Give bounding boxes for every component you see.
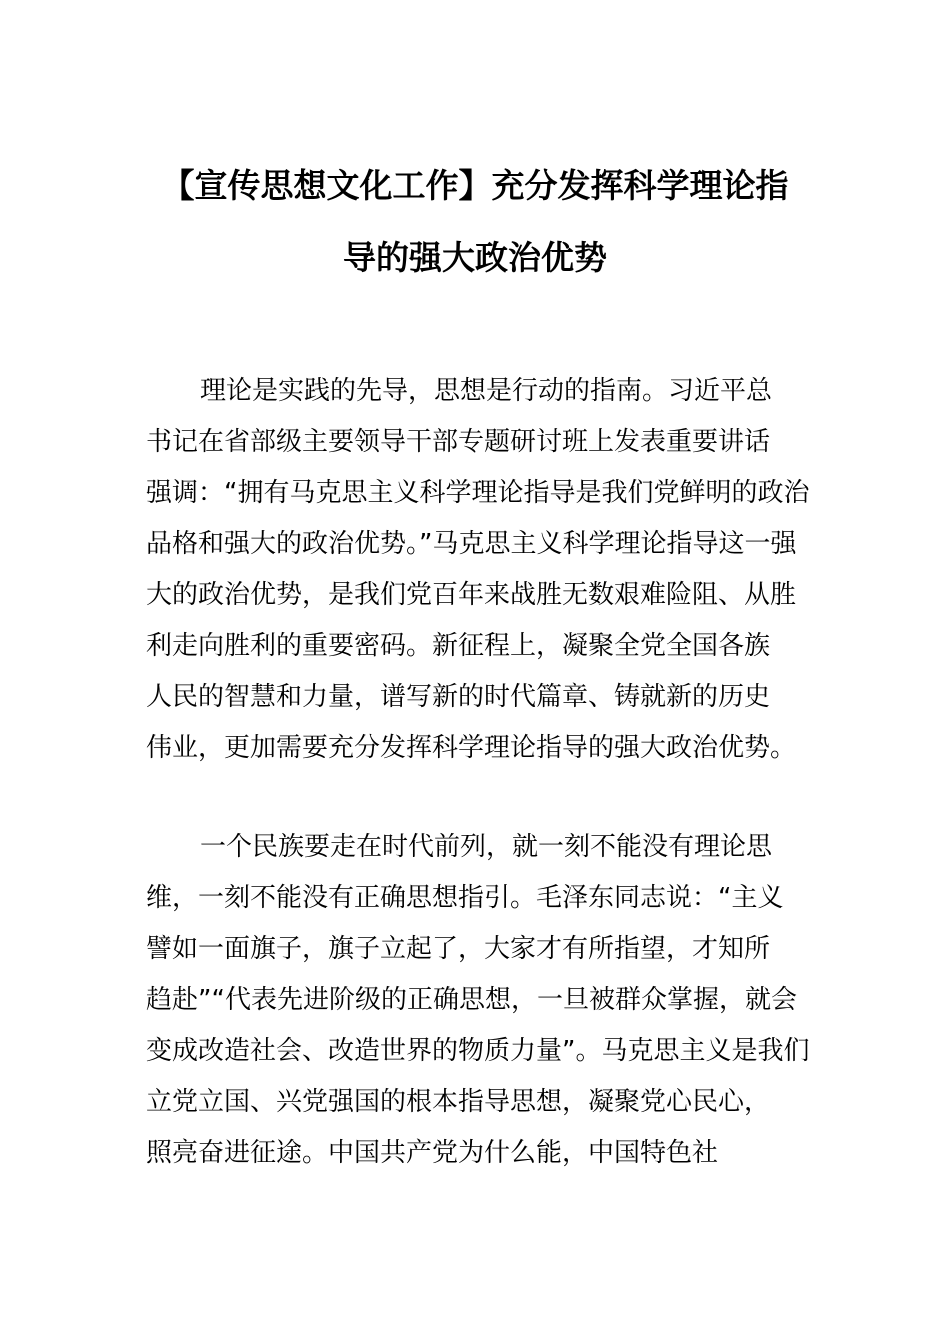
paragraph-line: 立党立国、兴党强国的根本指导思想，凝聚党心民心， — [146, 1087, 771, 1117]
paragraph-line: 人民的智慧和力量，谱写新的时代篇章、铸就新的历史 — [146, 682, 771, 712]
paragraph-line: 一个民族要走在时代前列，就一刻不能没有理论思 — [200, 832, 773, 862]
paragraph-line: 趋赴”“代表先进阶级的正确思想，一旦被群众掌握，就会 — [146, 985, 797, 1015]
paragraph-line: 利走向胜利的重要密码。新征程上，凝聚全党全国各族 — [146, 631, 771, 661]
paragraph-line: 书记在省部级主要领导干部专题研讨班上发表重要讲话 — [146, 427, 771, 457]
title-line-1: 【宣传思想文化工作】充分发挥科学理论指 — [161, 166, 789, 205]
paragraph-1 — [146, 366, 810, 774]
paragraph-line: 强调：“拥有马克思主义科学理论指导是我们党鲜明的政治 — [146, 478, 810, 508]
paragraph-2 — [146, 822, 810, 1179]
paragraph-line: 维，一刻不能没有正确思想指引。毛泽东同志说：“主义 — [146, 883, 784, 913]
paragraph-line: 伟业，更加需要充分发挥科学理论指导的强大政治优势。 — [146, 733, 797, 763]
paragraph-line: 譬如一面旗子，旗子立起了，大家才有所指望，才知所 — [146, 934, 771, 964]
paragraph-line: 变成改造社会、改造世界的物质力量”。马克思主义是我们 — [146, 1036, 810, 1066]
paragraph-line: 大的政治优势，是我们党百年来战胜无数艰难险阻、从胜 — [146, 580, 797, 610]
title-line-2: 导的强大政治优势 — [343, 238, 607, 277]
paragraph-line: 理论是实践的先导，思想是行动的指南。习近平总 — [200, 376, 773, 406]
paragraph-line: 照亮奋进征途。中国共产党为什么能，中国特色社 — [146, 1138, 719, 1168]
paragraph-line: 品格和强大的政治优势。”马克思主义科学理论指导这一强 — [146, 529, 797, 559]
document-title — [130, 150, 820, 294]
